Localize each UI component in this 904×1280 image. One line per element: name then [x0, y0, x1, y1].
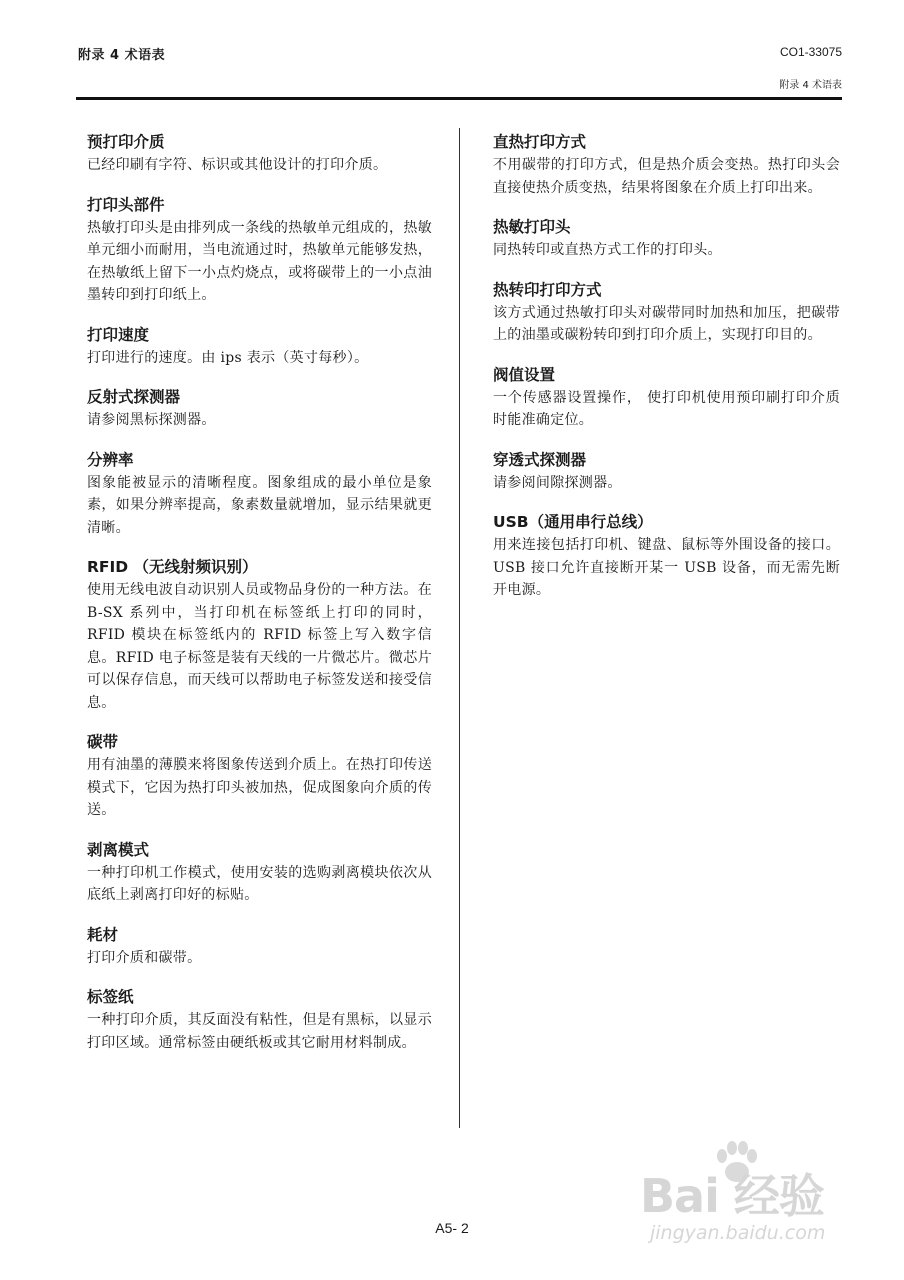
glossary-term: 穿透式探测器: [493, 450, 587, 469]
document-code: CO1-33075: [779, 45, 842, 59]
glossary-definition: 一种打印机工作模式，使用安装的选购剥离模块依次从底纸上剥离打印好的标贴。: [87, 864, 432, 903]
glossary-term: 反射式探测器: [87, 388, 181, 406]
glossary-entry: [87, 193, 432, 307]
glossary-term: 热转印打印方式: [493, 280, 602, 299]
glossary-entry: [493, 278, 840, 347]
glossary-term: USB（通用串行总线）: [493, 513, 653, 531]
watermark-site: jingyan.baidu.com: [650, 1222, 826, 1244]
glossary-definition: 已经印刷有字符、标识或其他设计的打印介质。: [87, 157, 388, 173]
running-header-section: 附录 4 术语表: [78, 48, 166, 63]
glossary-term: 直热打印方式: [493, 133, 587, 151]
glossary-definition: 该方式通过热敏打印头对碳带同时加热和加压，把碳带上的油墨或碳粉转印到打印介质上，实现打印目的。: [493, 304, 840, 343]
column-divider: [459, 128, 460, 1128]
glossary-definition: 用来连接包括打印机、键盘、鼠标等外围设备的接口。USB 接口允许直接断开某一 USB 设备，而无需先断开电源。: [493, 537, 840, 598]
glossary-definition: 一个传感器设置操作， 使打印机使用预印刷打印介质时能准确定位。: [493, 389, 840, 428]
glossary-definition: 同热转印或直热方式工作的打印头。: [493, 242, 722, 258]
glossary-term: 碳带: [87, 733, 119, 751]
glossary-definition: 打印进行的速度。由 ips 表示（英寸每秒）。: [87, 349, 369, 366]
glossary-definition: 热敏打印头是由排列成一条线的热敏单元组成的，热敏单元细小而耐用，当电流通过时，热敏单元能够发热，在热敏纸上留下一小点灼烧点，或将碳带上的一小点油墨转印到打印纸上。: [87, 219, 432, 303]
glossary-entry: [87, 923, 432, 970]
glossary-entry: [493, 448, 840, 495]
glossary-right-column: [493, 130, 840, 618]
glossary-entry: [493, 130, 840, 199]
glossary-term: 打印速度: [87, 325, 150, 344]
glossary-term: RFID （无线射频识别）: [87, 558, 258, 576]
watermark-brand: Bai 经验: [640, 1169, 824, 1223]
glossary-term: 剥离模式: [87, 840, 150, 859]
header-rule: [76, 97, 842, 100]
glossary-term: 打印头部件: [87, 195, 165, 214]
glossary-definition: 使用无线电波自动识别人员或物品身份的一种方法。在 B-SX 系列中，当打印机在标签纸上打印的同时，RFID 模块在标签纸内的 RFID 标签上写入数字信息。RFID 电子标签是装有天线的一片微芯片。微芯片可以保存信息，而天线可以帮助电子标签发送和接受信息。: [87, 582, 432, 711]
glossary-entry: [493, 363, 840, 432]
glossary-definition: 打印介质和碳带。: [87, 949, 202, 966]
glossary-term: 耗材: [87, 925, 119, 944]
glossary-entry: [87, 555, 432, 714]
glossary-entry: [87, 130, 432, 177]
glossary-definition: 图象能被显示的清晰程度。图象组成的最小单位是象素，如果分辨率提高，象素数量就增加，显示结果就更清晰。: [87, 474, 432, 536]
glossary-term: 热敏打印头: [493, 218, 571, 236]
glossary-definition: 请参阅黑标探测器。: [87, 412, 216, 428]
glossary-definition: 用有油墨的薄膜来将图象传送到介质上。在热打印传送模式下，它因为热打印头被加热，促成图象向介质的传送。: [87, 757, 432, 818]
glossary-term: 标签纸: [87, 988, 134, 1006]
glossary-definition: 请参阅间隙探测器。: [493, 474, 622, 491]
glossary-entry: [87, 730, 432, 822]
glossary-definition: 不用碳带的打印方式，但是热介质会变热。热打印头会直接使热介质变热，结果将图象在介质上打印出来。: [493, 157, 840, 196]
glossary-definition: 一种打印介质，其反面没有粘性，但是有黑标，以显示打印区域。通常标签由硬纸板或其它耐用材料制成。: [87, 1012, 432, 1051]
baidu-jingyan-watermark: [640, 1140, 850, 1270]
glossary-entry: [493, 510, 840, 602]
glossary-entry: [87, 985, 432, 1054]
glossary-term: 预打印介质: [87, 133, 165, 151]
glossary-entry: [87, 838, 432, 907]
glossary-entry: [87, 385, 432, 432]
glossary-term: 分辨率: [87, 450, 134, 469]
glossary-entry: [87, 323, 432, 370]
glossary-entry: [87, 448, 432, 540]
glossary-entry: [493, 215, 840, 262]
running-header-subsection: 附录 4 术语表: [779, 80, 842, 91]
glossary-left-column: [87, 130, 432, 1070]
page-number: A5- 2: [435, 1220, 469, 1236]
glossary-term: 阀值设置: [493, 365, 556, 384]
